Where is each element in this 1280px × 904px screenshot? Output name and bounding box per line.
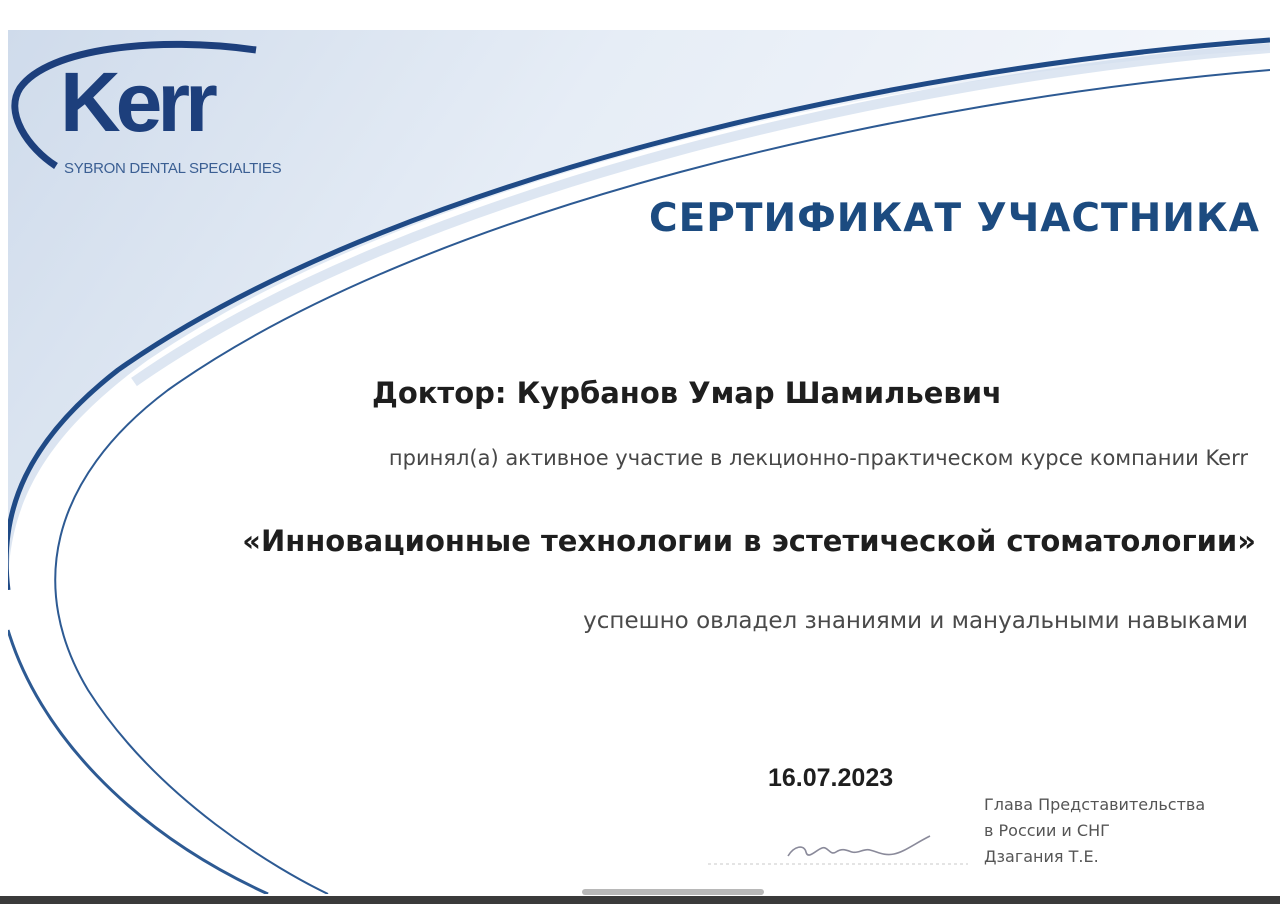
kerr-tagline: SYBRON DENTAL SPECIALTIES	[64, 160, 282, 177]
certificate	[8, 30, 1270, 894]
certificate-date: 16.07.2023	[768, 764, 894, 792]
home-indicator[interactable]	[582, 889, 764, 895]
recipient-name: Доктор: Курбанов Умар Шамильевич	[372, 376, 1002, 410]
course-name: «Инновационные технологии в эстетической стоматологии»	[242, 524, 1256, 558]
signer-position: Глава Представительства	[984, 795, 1206, 814]
signer-name: Дзагания Т.Е.	[984, 847, 1099, 866]
kerr-logo	[8, 38, 328, 188]
certificate-title: СЕРТИФИКАТ УЧАСТНИКА	[649, 196, 1260, 241]
mastered-text: успешно овладел знаниями и мануальными навыками	[583, 608, 1248, 634]
kerr-wordmark: Kerr	[60, 55, 213, 149]
signer-block	[984, 792, 1205, 870]
signer-region: в России и СНГ	[984, 821, 1110, 840]
signature-icon	[708, 820, 978, 870]
participation-text: принял(а) активное участие в лекционно-практическом курсе компании Kerr	[388, 446, 1248, 470]
bottom-bar	[0, 896, 1280, 904]
